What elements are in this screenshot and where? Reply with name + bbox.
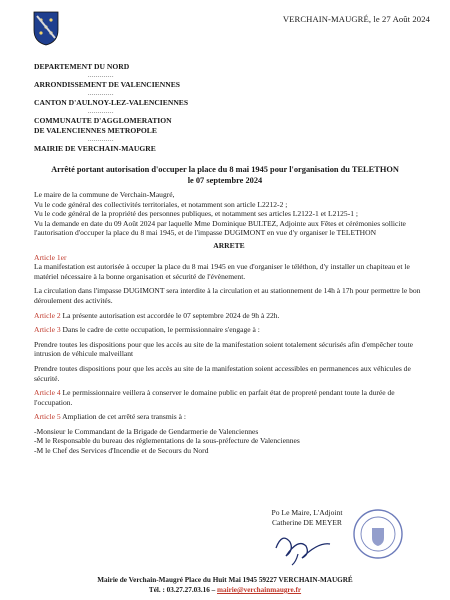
article-2-text: La présente autorisation est accordée le 07 septembre 2024 de 9h à 22h.: [62, 310, 280, 320]
article-4-text: Le permissionnaire veillera à conserver le domaine public en parfait état de propreté pendant toute la durée de l'occupation.: [34, 388, 395, 407]
official-stamp-icon: [352, 508, 404, 560]
separator-dots: .............: [88, 73, 114, 79]
separator-dots: .............: [88, 91, 114, 97]
arrondissement-line: ARRONDISSEMENT DE VALENCIENNES: [34, 80, 181, 89]
article-3-text: Dans le cadre de cette occupation, le permissionnaire s'engage à :: [62, 325, 260, 335]
department-line: DEPARTEMENT DU NORD: [34, 62, 130, 71]
footer-contact: [0, 585, 450, 595]
administrative-header: [34, 62, 224, 154]
preamble-vu-2: Vu le code général de la propriété des personnes publiques, et notamment ses articles L2122-1 et L2125-1 ;: [34, 209, 358, 219]
footer: [0, 575, 450, 595]
preamble-vu-3: Vu la demande en date du 09 Août 2024 par laquelle Mme Dominique BULTEZ, Adjointe aux Fêtes et cérémonies sollicite l'autorisation d'occuper la place du 8 mai 1945, et de l'impasse DUGIMONT en vue d'y organiser le TELETHON: [34, 218, 406, 238]
communaute-line-1: COMMUNAUTE D'AGGLOMERATION: [34, 116, 172, 125]
coat-of-arms-icon: [32, 10, 60, 46]
recipient-item: -Monsieur le Commandant de la Brigade de Gendarmerie de Valenciennes: [34, 426, 259, 436]
article-3-paragraph-1: Prendre toutes les dispositions pour que les accès au site de la manifestation soient totalement sécurisés afin d'empêcher toute intrusion de véhicule malveillant: [34, 339, 414, 359]
title-line-1: Arrêté portant autorisation d'occuper la place du 8 mai 1945 pour l'organisation du TELETHON: [51, 165, 399, 174]
article-3-label: Article 3: [34, 325, 61, 335]
preamble-vu-1: Vu le code général des collectivités territoriales, et notamment son article L2212-2 ;: [34, 199, 288, 209]
article-1-text: La manifestation est autorisée à occuper la place du 8 mai 1945 en vue d'organiser le téléthon, d'y installer un chapiteau et le matériel nécessaire à la bonne organisation et sécurité de l'évènement.: [34, 262, 410, 281]
arrete-heading: ARRETE: [213, 240, 245, 250]
handwritten-signature-icon: [268, 528, 338, 566]
article-5-label: Article 5: [34, 412, 61, 422]
document-title: [30, 165, 420, 186]
article-1-label: Article 1er: [34, 252, 67, 262]
mairie-line: MAIRIE DE VERCHAIN-MAUGRE: [34, 144, 156, 153]
article-2-label: Article 2: [34, 310, 61, 320]
footer-email-link[interactable]: mairie@verchainmaugre.fr: [217, 586, 302, 594]
article-4-label: Article 4: [34, 388, 61, 398]
recipient-item: -M le Responsable du bureau des réglementations de la sous-préfecture de Valenciennes: [34, 436, 300, 446]
signatory-name: Catherine DE MEYER: [271, 518, 343, 527]
title-line-2: le 07 septembre 2024: [187, 175, 263, 185]
footer-address: Mairie de Verchain-Maugré Place du Huit Mai 1945 59227 VERCHAIN-MAUGRÉ: [97, 576, 353, 584]
communaute-line-2: DE VALENCIENNES METROPOLE: [34, 126, 157, 135]
separator-dots: .............: [88, 109, 114, 115]
document-body: [34, 190, 424, 456]
recipient-item: -M le Chef des Services d'Incendie et de Secours du Nord: [34, 446, 209, 456]
separator-dots: .............: [88, 137, 114, 143]
footer-phone: Tél. : 03.27.27.03.16 –: [148, 586, 217, 594]
article-1-text-2: La circulation dans l'impasse DUGIMONT sera interdite à la circulation et au stationnement de 14h à 17h pour permettre le bon déroulement des activités.: [34, 286, 421, 305]
article-3-paragraph-2: Prendre toutes dispositions pour que les accès au site de la manifestation soient accessibles en permanences aux véhicules de sécurité.: [34, 363, 411, 383]
canton-line: CANTON D'AULNOY-LEZ-VALENCIENNES: [34, 98, 189, 107]
place-date: VERCHAIN-MAUGRÉ, le 27 Août 2024: [282, 14, 430, 24]
signature-title: Po Le Maire, L'Adjoint: [271, 508, 343, 517]
signature-block: [252, 508, 362, 528]
preamble-mayor: Le maire de la commune de Verchain-Maugré,: [34, 190, 175, 199]
article-5-text: Ampliation de cet arrêté sera transmis à :: [62, 412, 186, 422]
recipient-list: [34, 427, 424, 456]
